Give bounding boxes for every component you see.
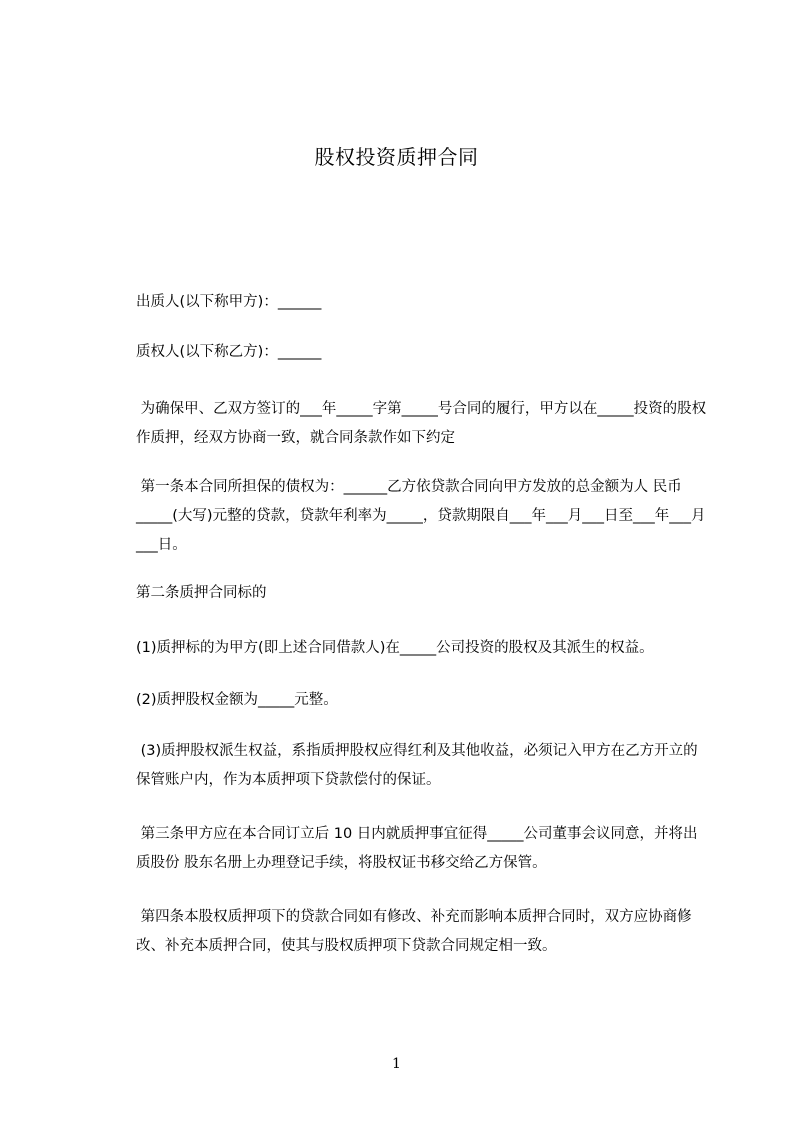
paragraph-pledgor: 出质人(以下称甲方)：______ bbox=[136, 294, 322, 310]
document-title: 股权投资质押合同 bbox=[314, 145, 479, 169]
paragraph-article-2: 第二条质押合同标的 bbox=[136, 585, 267, 601]
paragraph-article-4: 第四条本股权质押项下的贷款合同如有修改、补充而影响本质押合同时，双方应协商修改、补充本质押合同，使其与股权质押项下贷款合同规定相一致。 bbox=[136, 909, 692, 954]
paragraph-item-3: (3)质押股权派生权益，系指质押股权应得红利及其他收益，必须记入甲方在乙方开立的保管账户内，作为本质押项下贷款偿付的保证。 bbox=[136, 743, 698, 788]
paragraph-preamble: 为确保甲、乙双方签订的___年_____字第_____号合同的履行，甲方以在_____投资的股权作质押，经双方协商一致，就合同条款作如下约定 bbox=[136, 401, 707, 446]
paragraph-article-1: 第一条本合同所担保的债权为：______乙方依贷款合同向甲方发放的总金额为人 民币_____(大写)元整的贷款，贷款年利率为_____，贷款期限自___年___月___日至___年___月___日。 bbox=[136, 479, 706, 553]
paragraph-item-1: (1)质押标的为甲方(即上述合同借款人)在_____公司投资的股权及其派生的权益。 bbox=[136, 640, 654, 656]
paragraph-pledgee: 质权人(以下称乙方)：______ bbox=[136, 344, 322, 360]
page-number: 1 bbox=[392, 1056, 401, 1072]
paragraph-article-3: 第三条甲方应在本合同订立后 10 日内就质押事宜征得_____公司董事会议同意，并将出质股份 股东名册上办理登记手续，将股权证书移交给乙方保管。 bbox=[136, 826, 698, 871]
paragraph-item-2: (2)质押股权金额为_____元整。 bbox=[136, 692, 338, 708]
